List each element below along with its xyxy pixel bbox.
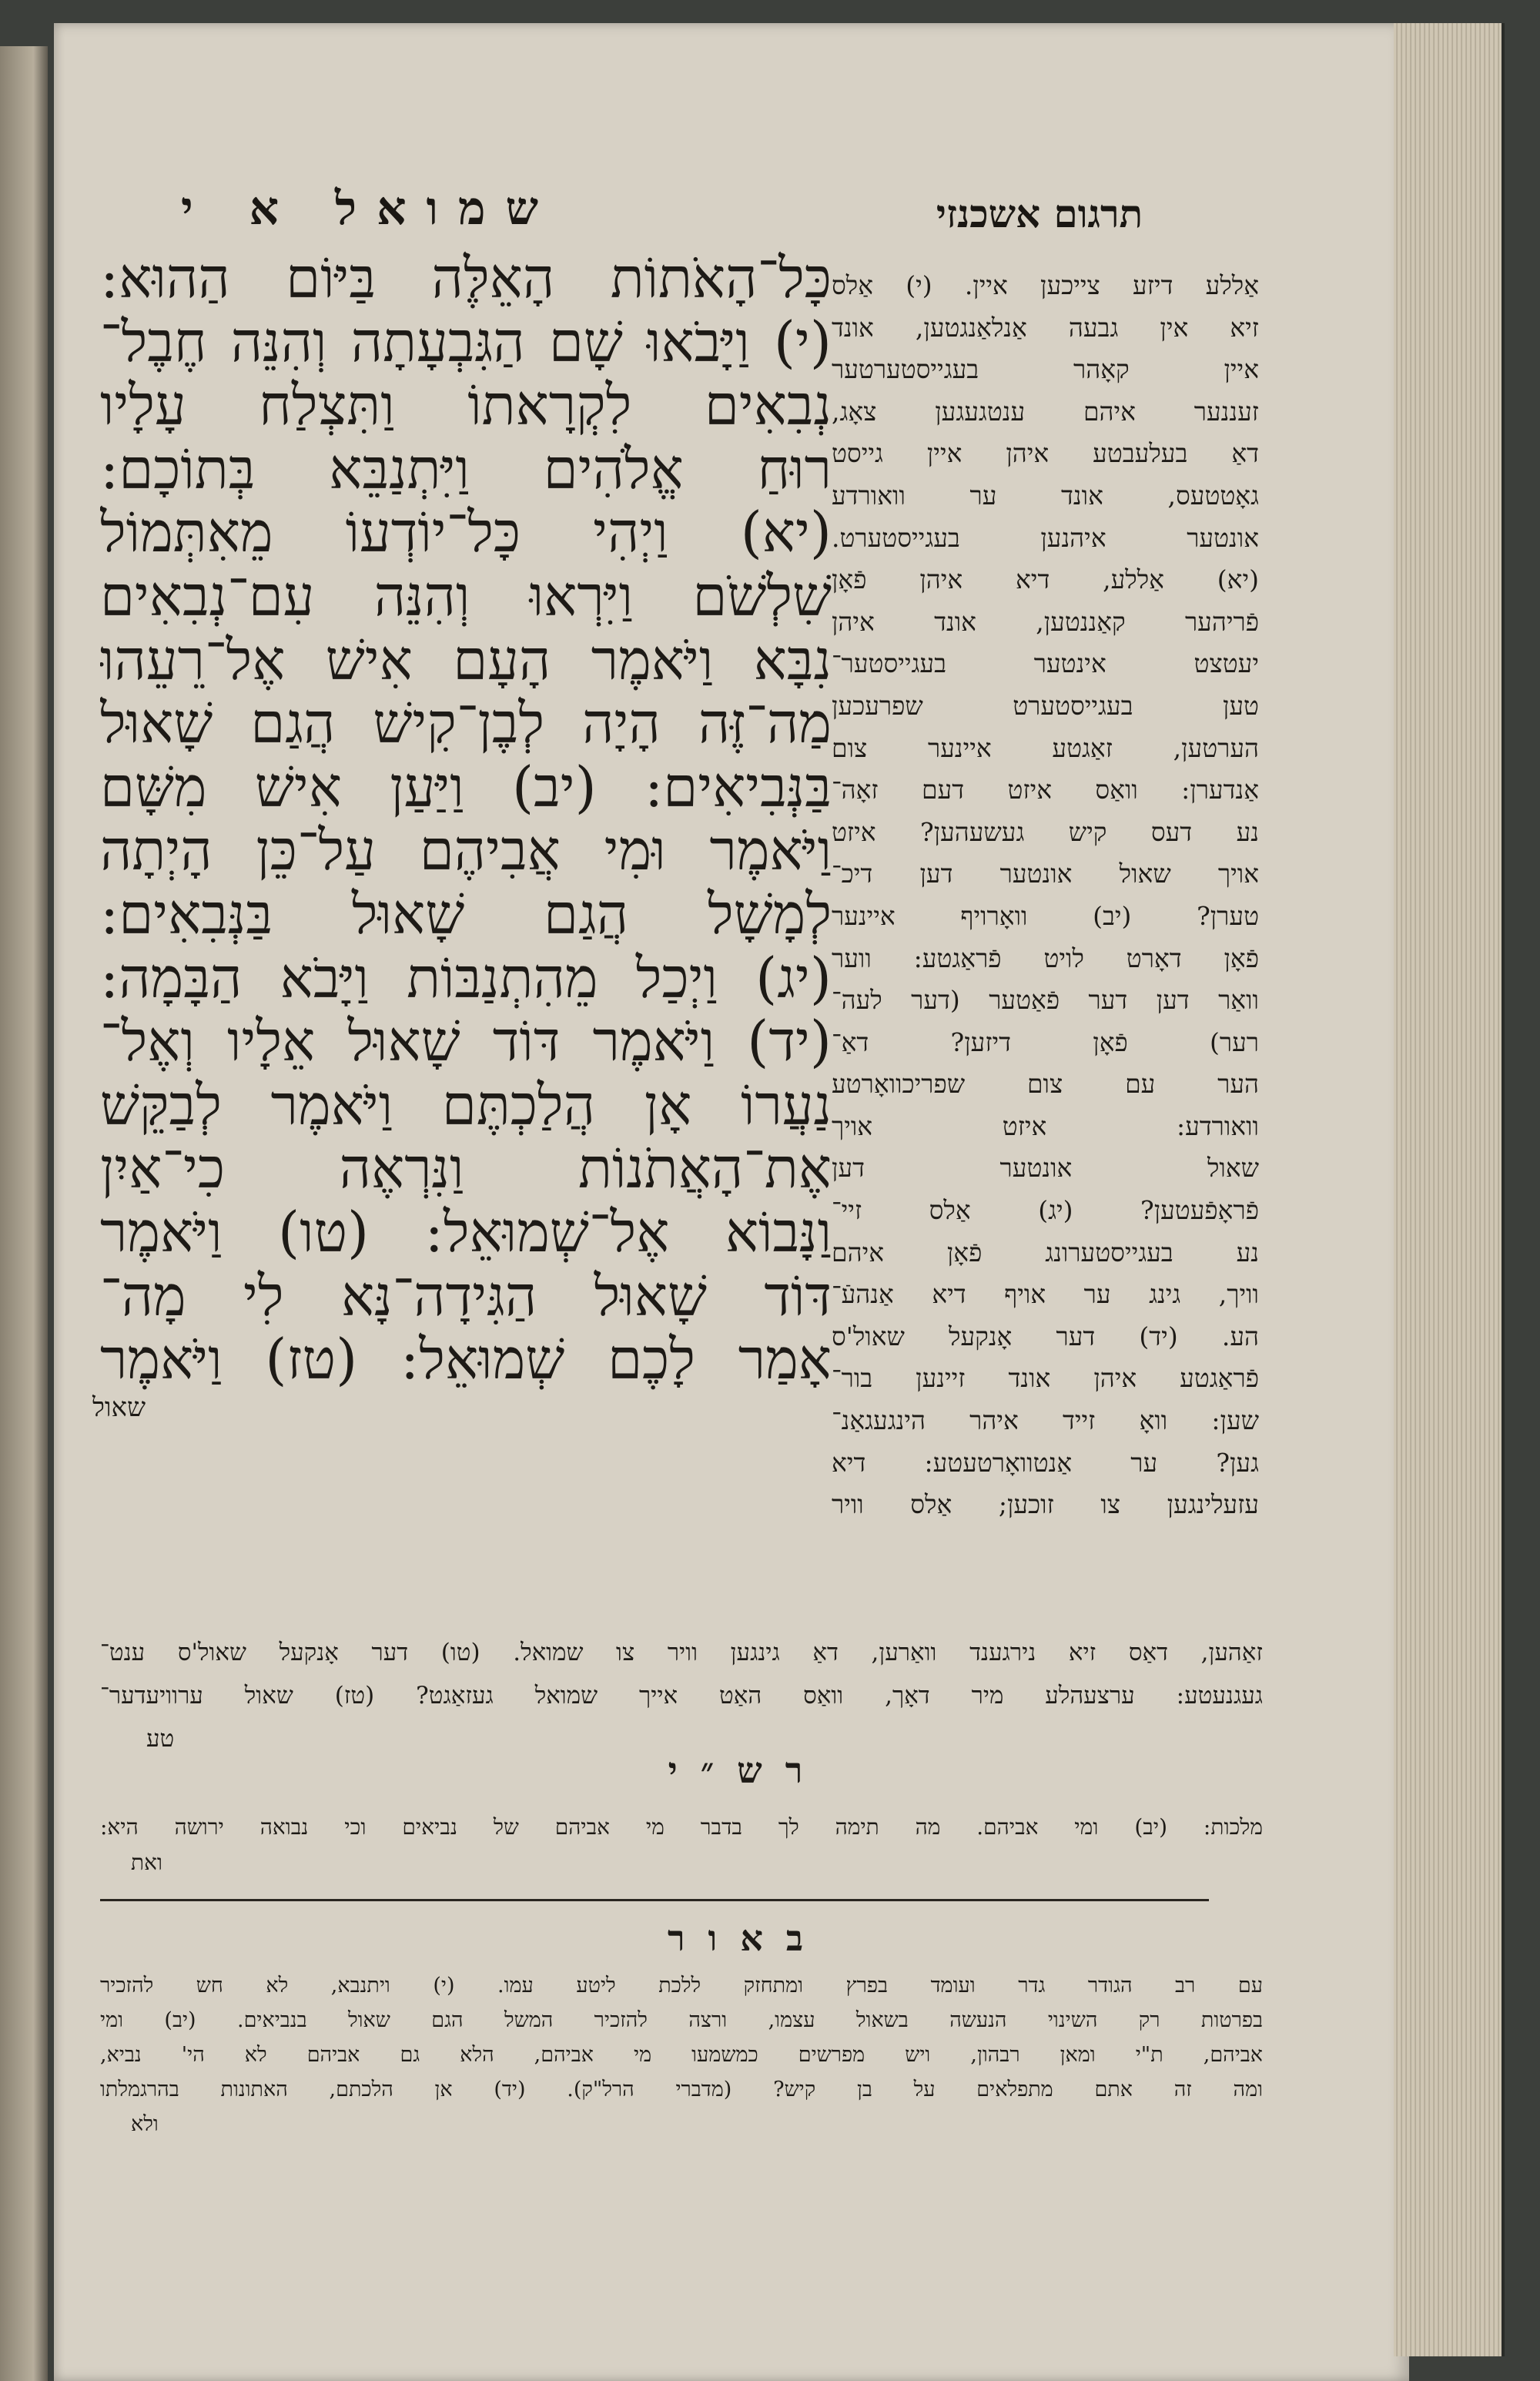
translation-line: הערטען, זאַגטע איינער צום xyxy=(832,732,1259,763)
section-divider xyxy=(100,1899,1209,1901)
translation-line: נע דעס קיש געשעהען? איזט xyxy=(832,816,1259,847)
translation-line: פֿאָן דאָרט לויט פֿראַגטע: ווער xyxy=(832,943,1259,973)
translation-line: עזעלינגען צו זוכען; אַלס וויר xyxy=(832,1489,1259,1520)
bible-line: לְמָשָׁל הֲגַם שָׁאוּל בַּנְּבִאִים: xyxy=(100,882,832,946)
rashi-line: מלכות: (יב) ומי אביהם. מה תימה לך בדבר מי אביהם של נביאים וכי נבואה ירושה היא: xyxy=(100,1814,1263,1840)
biur-line: ומה זה אתם מתפלאים על בן קיש? (מדברי הרל"ק). (יד) אן הלכתם, האתונות בהרגמלתו xyxy=(100,2078,1263,2101)
bible-text-column xyxy=(100,246,832,1391)
translation-line: איין קאָהר בעגייסטערטער xyxy=(832,354,1259,385)
bible-line: (יד) וַיֹּאמֶר דּוֹד שָׁאוּל אֵלָיו וְאֶל־ xyxy=(100,1010,832,1073)
biur-line: בפרטות רק השינוי הנעשה בשאול עצמו, ורצה להזכיר המשל הגם שאול בנביאים. (יב) ומי xyxy=(100,2008,1263,2032)
translation-line: (יא) אַללע, דיא איהן פֿאָן xyxy=(832,564,1259,595)
bible-line: וַנָּבוֹא אֶל־שְׁמוּאֵל: (טו) וַיֹּאמֶר xyxy=(100,1200,832,1264)
biur-commentary xyxy=(100,1968,1263,2142)
translation-line: וואַר דען דער פֿאַטער (דער לעה־ xyxy=(832,985,1259,1016)
translation-line: טערן? (יב) וואָרויף איינער xyxy=(832,900,1259,931)
bible-line: (י) וַיָּבֹאוּ שָׁם הַגִּבְעָתָה וְהִנֵּה חֶבֶל־ xyxy=(100,310,832,374)
biur-line: אביהם, ת"י ומאן רבהון, ויש מפרשים כמשמעו מי אביהם, הלא גם אביהם לא הי' נביא, xyxy=(100,2043,1263,2067)
bible-line: אֶת־הָאֲתֹנוֹת וַנִּרְאֶה כִי־אַיִן xyxy=(100,1137,832,1201)
translation-line: וואורדע: איזט אויך xyxy=(832,1110,1259,1141)
translation-line: הער עם צום שפריכוואָרטע xyxy=(832,1069,1259,1100)
translation-line: גאָטטעס, אונד ער וואורדע xyxy=(832,480,1259,511)
translation-line: אויך שאול אונטער דען דיכ־ xyxy=(832,859,1259,889)
bible-line: שִׁלְשֹׁם וַיִּרְאוּ וְהִנֵּה עִם־נְבִאִים xyxy=(100,564,832,628)
translation-line: נע בעגייסטערונג פֿאָן איהם xyxy=(832,1237,1259,1268)
page-stack-edges xyxy=(1394,23,1505,2356)
bible-line: וַיֹּאמֶר וּמִי אֲבִיהֶם עַל־כֵּן הָיְתָה xyxy=(100,819,832,882)
biur-title: באור xyxy=(667,1917,827,1959)
translation-column xyxy=(832,265,1259,1526)
translation-line: דאַ בעלעבטע איהן איין גייסט xyxy=(832,438,1259,469)
catchword: שאול xyxy=(92,1392,146,1423)
translation-line: פֿריהער קאַננטען, אונד איהן xyxy=(832,606,1259,637)
translation-line: הע. (יד) דער אָנקעל שאול'ס xyxy=(832,1321,1259,1351)
translation-line: יעטצט אינטער בעגייסטער־ xyxy=(832,648,1259,679)
continuation-line: געגנעטע: ערצעהלע מיר דאָך, וואַס האַט אייך שמואל געזאַגט? (טז) שאול ערוויעדער־ xyxy=(100,1682,1263,1710)
continuation-line: טע xyxy=(146,1725,175,1753)
translation-line: טען בעגייסטערט שפרעכען xyxy=(832,690,1259,721)
translation-line: אַללע דיזע צייכען איין. (י) אַלס xyxy=(832,270,1259,300)
biur-line: ולא xyxy=(131,2112,159,2136)
rashi-commentary xyxy=(100,1810,1263,1880)
bible-line: מַה־זֶּה הָיָה לְבֶן־קִישׁ הֲגַם שָׁאוּל xyxy=(100,692,832,755)
translation-line: פֿראַגטע איהן אונד זיינען בור־ xyxy=(832,1363,1259,1394)
bible-line: (יג) וַיְכַל מֵהִתְנַבּוֹת וַיָּבֹא הַבָּמָה: xyxy=(100,946,832,1010)
translation-continuation xyxy=(100,1631,1263,1760)
translation-line: רער) פֿאָן דיזען? דאַ־ xyxy=(832,1026,1259,1057)
translation-line: וויך, גינג ער אויף דיא אַנהעֿ־ xyxy=(832,1279,1259,1310)
book-title: שמואל א י xyxy=(180,182,559,236)
bible-line: נִבָּא וַיֹּאמֶר הָעָם אִישׁ אֶל־רֵעֵהוּ xyxy=(100,628,832,692)
bible-line: דּוֹד שָׁאוּל הַגִּידָה־נָּא לִי מָה־ xyxy=(100,1264,832,1328)
translation-line: שען: וואָ זייד איהר הינגעגאַנ־ xyxy=(832,1405,1259,1436)
previous-page-edge xyxy=(0,46,48,2381)
translation-line: גען? ער אַנטוואָרטעטע: דיא xyxy=(832,1447,1259,1478)
biur-line: עם רב הגודר גדר ועומד בפרץ ומתחזק ללכת ליטע עמו. (י) ויתנבא, לא חש להזכיר xyxy=(100,1974,1263,1998)
bible-line: נְבִאִים לִקְרָאתוֹ וַתִּצְלַח עָלָיו xyxy=(100,373,832,437)
bible-line: כָּל־הָאֹתוֹת הָאֵלֶּה בַּיּוֹם הַהוּא: xyxy=(100,246,832,310)
translation-line: זעננער איהם ענטגעגען צאָג, xyxy=(832,396,1259,427)
bible-line: רוּחַ אֱלֹהִים וַיִּתְנַבֵּא בְּתוֹכָם: xyxy=(100,437,832,501)
translation-line: שאול אונטער דען xyxy=(832,1153,1259,1184)
translation-line: זיא אין גבעה אַנלאַנגטען, אונד xyxy=(832,312,1259,343)
rashi-line: ואת xyxy=(131,1850,163,1875)
bible-line: (יא) וַיְהִי כָּל־יוֹדְעוֹ מֵאִתְּמוֹל xyxy=(100,501,832,564)
translation-title: תרגום אשכנזי xyxy=(936,191,1143,236)
rashi-title: רש״י xyxy=(668,1750,826,1791)
translation-line: אונטער איהנען בעגייסטערט. xyxy=(832,522,1259,553)
continuation-line: זאַהען, דאַס זיא נירגענד וואַרען, דאַ גינגען וויר צו שמואל. (טו) דער אָנקעל שאול'ס ענט־ xyxy=(100,1639,1263,1666)
bible-line: בַּנְּבִיאִים: (יב) וַיַּעַן אִישׁ מִשָּׁם xyxy=(100,755,832,819)
bible-line: נַעֲרוֹ אָן הֲלַכְתֶּם וַיֹּאמֶר לְבַקֵּשׁ xyxy=(100,1073,832,1137)
translation-line: אַנדערן: וואַס איזט דעם זאָה־ xyxy=(832,775,1259,805)
translation-line: פֿראָפֿעטען? (יג) אַלס זיי־ xyxy=(832,1195,1259,1226)
bible-line: אָמַר לָכֶם שְׁמוּאֵל: (טז) וַיֹּאמֶר xyxy=(100,1328,832,1391)
